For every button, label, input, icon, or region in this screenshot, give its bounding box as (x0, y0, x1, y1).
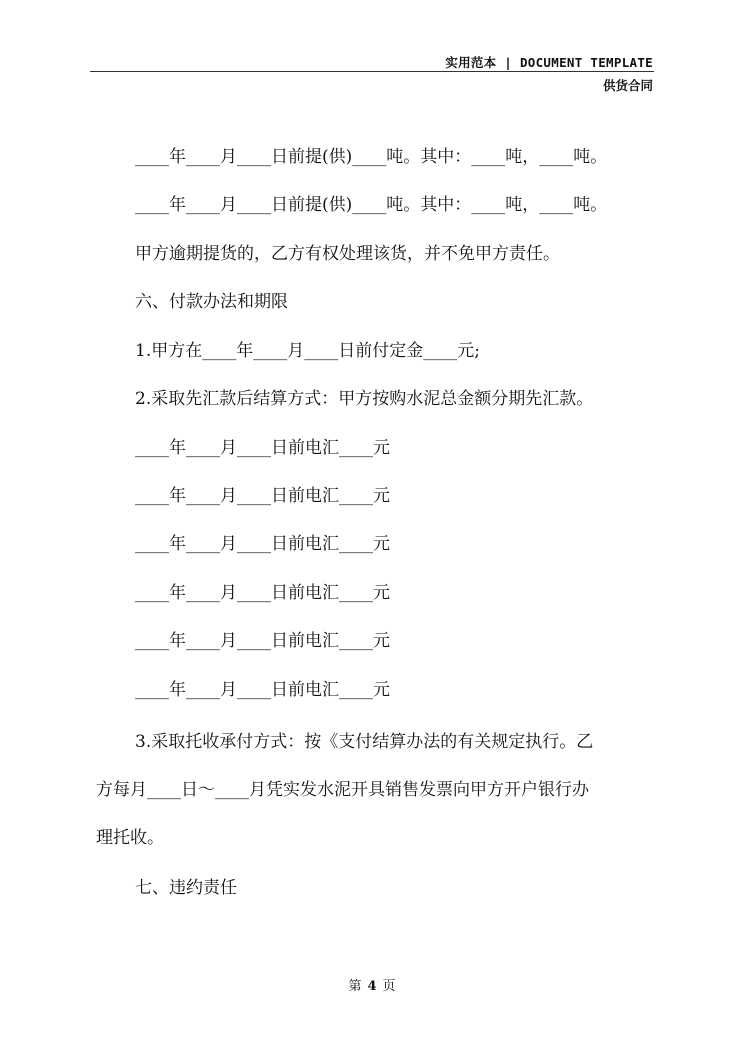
page-label-prefix: 第 (348, 979, 362, 994)
header-subtitle: 供货合同 (602, 78, 653, 93)
payment-item-3-cont-2: 理托收。 (96, 828, 164, 848)
header-divider (90, 71, 654, 72)
delivery-schedule-line-2: ____年____月____日前提(供)____吨。其中：____吨，____吨。 (135, 195, 608, 215)
page-label-suffix: 页 (382, 979, 396, 994)
payment-item-2: 2.采取先汇款后结算方式：甲方按购水泥总金额分期先汇款。 (135, 389, 594, 409)
wire-transfer-line-3: ____年____月____日前电汇____元 (135, 534, 390, 554)
wire-transfer-line-2: ____年____月____日前电汇____元 (135, 486, 390, 506)
wire-transfer-line-6: ____年____月____日前电汇____元 (135, 680, 390, 700)
header-title: 实用范本 | DOCUMENT TEMPLATE (445, 55, 653, 70)
delivery-schedule-line-1: ____年____月____日前提(供)____吨。其中：____吨，____吨。 (135, 147, 608, 167)
page-header (0, 0, 744, 100)
payment-item-1: 1.甲方在____年____月____日前付定金____元; (135, 341, 480, 361)
wire-transfer-line-1: ____年____月____日前电汇____元 (135, 438, 390, 458)
page-footer (0, 975, 744, 994)
wire-transfer-line-5: ____年____月____日前电汇____元 (135, 631, 390, 651)
page-number: 4 (367, 979, 377, 994)
payment-item-3: 3.采取托收承付方式：按《支付结算办法的有关规定执行。乙 (135, 732, 594, 752)
payment-item-3-cont-1: 方每月____日～____月凭实发水泥开具销售发票向甲方开户银行办 (96, 780, 589, 800)
section-heading-payment: 六、付款办法和期限 (135, 292, 288, 312)
section-heading-breach: 七、违约责任 (135, 878, 237, 898)
wire-transfer-line-4: ____年____月____日前电汇____元 (135, 583, 390, 603)
late-pickup-clause: 甲方逾期提货的，乙方有权处理该货，并不免甲方责任。 (135, 244, 560, 264)
